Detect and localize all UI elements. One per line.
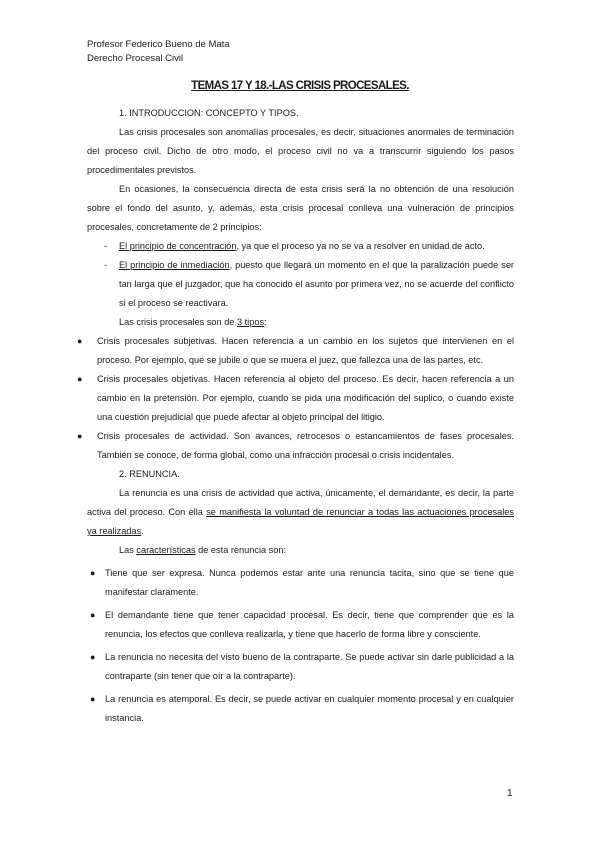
list-item-text: Crisis procesales de actividad. Son avances, retrocesos o estancamientos de fases procesales. También se conoce, de forma global, como una infracción procesal o crisis incidentales. [97, 431, 514, 460]
list-item-text: Crisis procesales objetivas. Hacen referencia al objeto del proceso. Es decir, hacen referencia a un cambio en la pretensión. Por ejemplo, cuando se pida una modificación del suplico, o cuando existe una cuestión prejudicial que puede afectar al objeto principal del litigio. [97, 374, 514, 422]
list-item-text: La renuncia es atemporal. Es decir, se puede activar en cualquier momento procesal y en cualquier instancia. [105, 694, 514, 723]
header-author: Profesor Federico Bueno de Mata [87, 39, 230, 50]
paragraph-underlined: se manifiesta la voluntad de renunciar a todas las actuaciones procesales ya realizadas [87, 507, 515, 536]
types-intro-text: Las crisis procesales son de [119, 317, 237, 327]
list-item-text: Crisis procesales subjetivas. Hacen referencia a un cambio en los sujetos que intervienen en el proceso. Por ejemplo, que se jubile o que se muera el juez, que fallezca una de las partes, etc. [97, 336, 514, 365]
principle-description: , puesto que llegará un momento en el que la paralización puede ser tan larga que el juzgador, que ha conocido el asunto por primera vez, no se acuerde del conflicto si el proceso se reactivara. [119, 260, 514, 308]
list-item [90, 606, 514, 644]
features-intro [87, 541, 514, 560]
dash-marker: - [104, 260, 108, 270]
bullet-icon: ● [77, 431, 83, 441]
bullet-icon: ● [90, 694, 96, 704]
list-item-text: Tiene que ser expresa. Nunca podemos estar ante una renuncia tacita, sino que se tiene que manifestar claramente. [105, 568, 514, 597]
page-header [87, 38, 230, 66]
bullet-icon: ● [90, 652, 96, 662]
header-subject: Derecho Procesal Civil [87, 53, 184, 64]
section-1-paragraph-1: Las crisis procesales son anomalías procesales, es decir, situaciones anormales de terminación del proceso civil. Dicho de otro modo, el proceso civil no va a transcurrir siguiendo los pasos procedimentales previstos. [87, 127, 514, 175]
list-item-text: El demandante tiene que tener capacidad procesal. Es decir, tiene que comprender que es la renuncia, los efectos que conlleva realizarla, y tiene que hacerlo de forma libre y consciente. [105, 610, 514, 639]
types-intro-colon: : [264, 317, 267, 327]
dash-marker: - [104, 241, 108, 251]
principle-item [87, 237, 514, 256]
types-list [77, 332, 514, 465]
principle-term: El principio de concentración [119, 241, 237, 251]
principle-item [87, 256, 514, 313]
paragraph-text: La renuncia es una crisis de actividad que activa, únicamente, el demandante, es decir, la parte activa del proceso. Con ella [87, 488, 514, 517]
features-intro-end: de esta renuncia son: [195, 545, 287, 555]
section-2-paragraph-1 [87, 484, 514, 541]
features-list [90, 564, 514, 728]
document-body [77, 104, 515, 728]
bullet-icon: ● [77, 374, 83, 384]
principle-term: El principio de inmediación [119, 260, 230, 270]
page-number: 1 [507, 788, 513, 799]
principle-description: , ya que el proceso ya no se va a resolver en unidad de acto. [236, 241, 485, 251]
features-intro-underlined: características [136, 545, 196, 555]
list-item [77, 427, 514, 465]
features-intro-text: Las [119, 545, 137, 555]
list-item [77, 370, 514, 427]
list-item-text: La renuncia no necesita del visto bueno de la contraparte. Se puede activar sin darle publicidad a la contraparte (sin tener que oír a la contraparte). [105, 652, 514, 681]
section-2-heading: 2. RENUNCIA. [119, 469, 180, 479]
list-item [90, 648, 514, 686]
paragraph-end: . [141, 526, 144, 536]
section-1-heading: 1. INTRODUCCION: CONCEPTO Y TIPOS. [119, 108, 299, 118]
types-intro-underlined: 3 tipos [236, 317, 265, 327]
bullet-icon: ● [90, 610, 96, 620]
types-intro [87, 313, 514, 332]
list-item [90, 690, 514, 728]
section-1-paragraph-2: En ocasiones, la consecuencia directa de esta crisis será la no obtención de una resolución sobre el fondo del asunto, y, además, esta crisis procesal conlleva una vulneración de principios procesales, concretamente de 2 principios: [87, 184, 514, 232]
list-item [77, 332, 514, 370]
list-item [90, 564, 514, 602]
bullet-icon: ● [90, 568, 96, 578]
bullet-icon: ● [77, 336, 83, 346]
document-title: TEMAS 17 Y 18.-LAS CRISIS PROCESALES. [191, 80, 409, 92]
